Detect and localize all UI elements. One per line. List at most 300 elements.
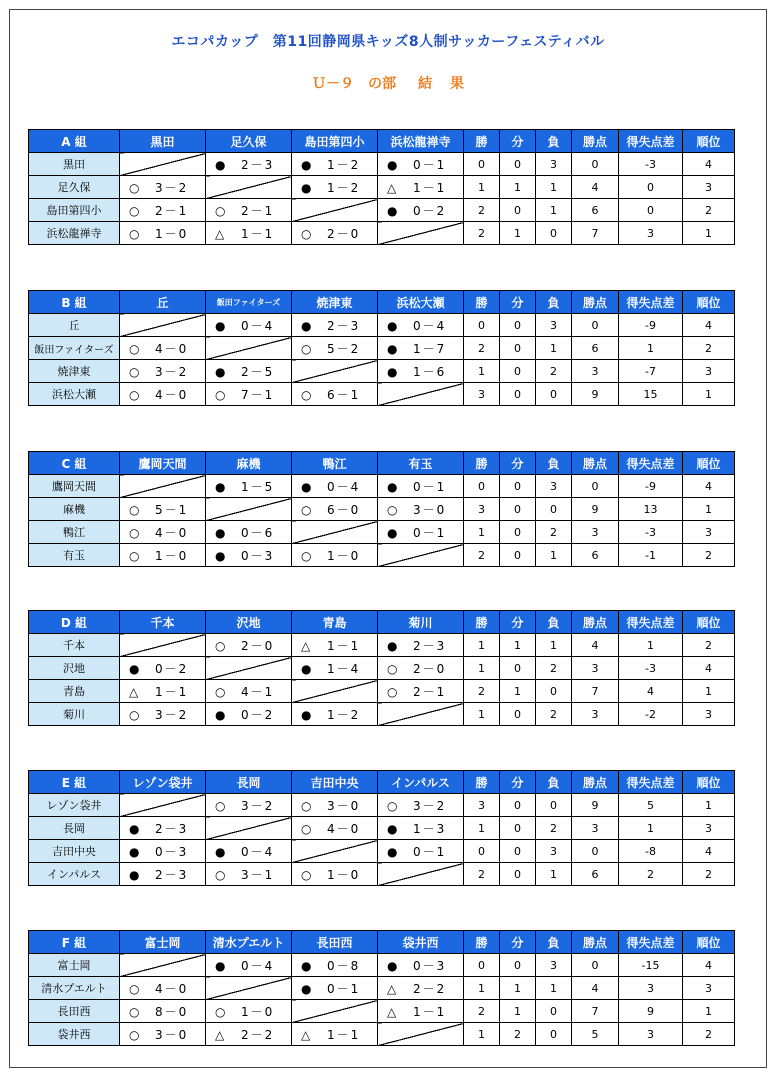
team-row xyxy=(29,817,735,840)
self-match-cell xyxy=(206,498,292,521)
team-row-label: 吉田中央 xyxy=(29,840,120,863)
team-column-header: 黒田 xyxy=(120,130,206,153)
team-row xyxy=(29,954,735,977)
stat-wins: 1 xyxy=(464,703,500,726)
stat-rank: 4 xyxy=(683,153,735,176)
stat-points: 9 xyxy=(572,498,619,521)
stat-goal-diff: -8 xyxy=(619,840,683,863)
subtitle-bu: の部 xyxy=(368,76,396,92)
stat-goal-diff: -1 xyxy=(619,544,683,567)
stats-column-header: 順位 xyxy=(683,130,735,153)
team-row-label: 青島 xyxy=(29,680,120,703)
team-row-label: レゾン袋井 xyxy=(29,794,120,817)
group-table xyxy=(28,770,735,886)
match-result-cell xyxy=(206,475,292,498)
self-match-cell xyxy=(292,199,378,222)
match-score: 0－4 xyxy=(241,844,275,859)
match-score: 0－8 xyxy=(327,958,361,973)
stat-draws: 0 xyxy=(500,498,536,521)
stat-wins: 2 xyxy=(464,199,500,222)
stat-losses: 2 xyxy=(536,817,572,840)
match-score: 1－3 xyxy=(413,821,447,836)
match-result-cell xyxy=(378,1000,464,1023)
result-mark: ○ xyxy=(301,387,312,402)
self-match-cell xyxy=(120,314,206,337)
result-mark: ○ xyxy=(129,707,140,722)
match-score: 3－2 xyxy=(155,707,189,722)
match-score: 2－1 xyxy=(155,203,189,218)
stat-losses: 1 xyxy=(536,863,572,886)
stat-rank: 3 xyxy=(683,521,735,544)
match-result-cell xyxy=(120,222,206,245)
stats-column-header: 得失点差 xyxy=(619,931,683,954)
self-match-cell xyxy=(378,863,464,886)
match-result-cell xyxy=(120,383,206,406)
stat-losses: 3 xyxy=(536,314,572,337)
stat-goal-diff: -9 xyxy=(619,475,683,498)
stat-draws: 0 xyxy=(500,314,536,337)
result-mark: △ xyxy=(215,226,225,241)
stat-draws: 0 xyxy=(500,360,536,383)
team-row-label: 焼津東 xyxy=(29,360,120,383)
stat-losses: 0 xyxy=(536,1000,572,1023)
stats-column-header: 分 xyxy=(500,931,536,954)
match-result-cell xyxy=(206,954,292,977)
stat-goal-diff: 9 xyxy=(619,1000,683,1023)
match-score: 0－1 xyxy=(413,157,447,172)
match-score: 8－0 xyxy=(155,1004,189,1019)
stat-rank: 2 xyxy=(683,337,735,360)
self-match-cell xyxy=(292,840,378,863)
result-mark: ○ xyxy=(129,364,140,379)
stat-draws: 0 xyxy=(500,863,536,886)
stat-rank: 4 xyxy=(683,954,735,977)
stat-draws: 0 xyxy=(500,703,536,726)
team-row-label: 富士岡 xyxy=(29,954,120,977)
stat-rank: 1 xyxy=(683,680,735,703)
stat-rank: 3 xyxy=(683,176,735,199)
group-header-row xyxy=(29,130,735,153)
result-mark: △ xyxy=(301,638,311,653)
match-score: 3－0 xyxy=(413,502,447,517)
stats-column-header: 分 xyxy=(500,452,536,475)
match-result-cell xyxy=(120,703,206,726)
stats-column-header: 勝 xyxy=(464,130,500,153)
match-score: 2－3 xyxy=(413,638,447,653)
stat-wins: 3 xyxy=(464,498,500,521)
match-score: 3－2 xyxy=(413,798,447,813)
match-score: 2－0 xyxy=(413,661,447,676)
match-score: 4－0 xyxy=(327,821,361,836)
match-result-cell xyxy=(120,521,206,544)
match-score: 0－2 xyxy=(241,707,275,722)
team-row xyxy=(29,383,735,406)
match-result-cell xyxy=(120,360,206,383)
stats-column-header: 勝点 xyxy=(572,611,619,634)
match-result-cell xyxy=(120,977,206,1000)
stats-column-header: 分 xyxy=(500,611,536,634)
match-result-cell xyxy=(206,153,292,176)
match-score: 2－5 xyxy=(241,364,275,379)
result-mark: ● xyxy=(301,661,312,676)
stat-goal-diff: 15 xyxy=(619,383,683,406)
result-mark: ● xyxy=(215,525,226,540)
stat-goal-diff: -15 xyxy=(619,954,683,977)
result-mark: ● xyxy=(129,844,140,859)
result-mark: ○ xyxy=(387,684,398,699)
match-result-cell xyxy=(292,475,378,498)
match-score: 1－2 xyxy=(327,157,361,172)
team-row xyxy=(29,222,735,245)
self-match-cell xyxy=(378,544,464,567)
stat-wins: 2 xyxy=(464,222,500,245)
match-result-cell xyxy=(120,1023,206,1046)
match-result-cell xyxy=(206,1000,292,1023)
team-row-label: 黒田 xyxy=(29,153,120,176)
stat-goal-diff: -3 xyxy=(619,657,683,680)
match-score: 0－1 xyxy=(413,844,447,859)
stat-points: 0 xyxy=(572,954,619,977)
self-match-cell xyxy=(292,521,378,544)
result-mark: ● xyxy=(387,318,398,333)
stats-column-header: 勝点 xyxy=(572,452,619,475)
match-score: 1－1 xyxy=(327,1027,361,1042)
match-score: 2－2 xyxy=(241,1027,275,1042)
stat-draws: 0 xyxy=(500,383,536,406)
stat-goal-diff: 3 xyxy=(619,977,683,1000)
stats-column-header: 勝 xyxy=(464,291,500,314)
match-score: 1－2 xyxy=(327,707,361,722)
stats-column-header: 分 xyxy=(500,771,536,794)
match-score: 0－3 xyxy=(155,844,189,859)
stat-goal-diff: 3 xyxy=(619,222,683,245)
match-score: 1－5 xyxy=(241,479,275,494)
match-result-cell xyxy=(378,817,464,840)
team-column-header: 鷹岡天間 xyxy=(120,452,206,475)
stat-points: 0 xyxy=(572,153,619,176)
match-result-cell xyxy=(120,544,206,567)
stat-wins: 0 xyxy=(464,153,500,176)
stats-column-header: 順位 xyxy=(683,291,735,314)
stat-rank: 1 xyxy=(683,1000,735,1023)
stat-wins: 2 xyxy=(464,680,500,703)
match-score: 6－0 xyxy=(327,502,361,517)
stat-goal-diff: -3 xyxy=(619,153,683,176)
self-match-cell xyxy=(378,383,464,406)
stat-losses: 1 xyxy=(536,199,572,222)
match-score: 0－2 xyxy=(413,203,447,218)
self-match-cell xyxy=(378,222,464,245)
match-result-cell xyxy=(292,314,378,337)
result-mark: ● xyxy=(129,867,140,882)
stat-points: 5 xyxy=(572,1023,619,1046)
stat-wins: 1 xyxy=(464,521,500,544)
subtitle-division: Ｕ－９ xyxy=(312,76,354,92)
stat-wins: 3 xyxy=(464,794,500,817)
match-score: 6－1 xyxy=(327,387,361,402)
stat-points: 3 xyxy=(572,817,619,840)
group-header-row xyxy=(29,931,735,954)
stats-column-header: 負 xyxy=(536,291,572,314)
match-score: 2－3 xyxy=(327,318,361,333)
stat-losses: 2 xyxy=(536,360,572,383)
stat-points: 3 xyxy=(572,360,619,383)
stat-rank: 1 xyxy=(683,794,735,817)
stat-losses: 0 xyxy=(536,1023,572,1046)
stats-column-header: 得失点差 xyxy=(619,771,683,794)
stat-goal-diff: 0 xyxy=(619,199,683,222)
team-row xyxy=(29,863,735,886)
stats-column-header: 順位 xyxy=(683,931,735,954)
result-mark: ● xyxy=(387,821,398,836)
team-column-header: 鴨江 xyxy=(292,452,378,475)
result-mark: ○ xyxy=(301,798,312,813)
match-result-cell xyxy=(292,544,378,567)
result-mark: ○ xyxy=(301,867,312,882)
result-mark: ● xyxy=(215,707,226,722)
match-result-cell xyxy=(120,840,206,863)
team-row xyxy=(29,544,735,567)
match-score: 2－0 xyxy=(327,226,361,241)
stat-points: 0 xyxy=(572,314,619,337)
group-table xyxy=(28,610,735,726)
match-score: 3－0 xyxy=(155,1027,189,1042)
stat-draws: 0 xyxy=(500,817,536,840)
stat-rank: 4 xyxy=(683,657,735,680)
stat-draws: 1 xyxy=(500,222,536,245)
stat-draws: 0 xyxy=(500,794,536,817)
team-row xyxy=(29,794,735,817)
result-mark: ○ xyxy=(129,548,140,563)
group-table xyxy=(28,930,735,1046)
result-mark: △ xyxy=(387,981,397,996)
stat-losses: 3 xyxy=(536,840,572,863)
stat-losses: 0 xyxy=(536,383,572,406)
team-row xyxy=(29,977,735,1000)
result-mark: ● xyxy=(301,958,312,973)
team-column-header: 長岡 xyxy=(206,771,292,794)
stat-draws: 1 xyxy=(500,977,536,1000)
group-header-row xyxy=(29,452,735,475)
match-score: 2－1 xyxy=(241,203,275,218)
stat-goal-diff: 1 xyxy=(619,337,683,360)
stat-goal-diff: -9 xyxy=(619,314,683,337)
stat-rank: 2 xyxy=(683,863,735,886)
team-column-header: 麻機 xyxy=(206,452,292,475)
stat-points: 3 xyxy=(572,521,619,544)
match-result-cell xyxy=(292,337,378,360)
match-result-cell xyxy=(206,521,292,544)
match-score: 2－3 xyxy=(241,157,275,172)
stats-column-header: 勝点 xyxy=(572,291,619,314)
result-mark: ● xyxy=(301,707,312,722)
team-row-label: 長岡 xyxy=(29,817,120,840)
stat-rank: 3 xyxy=(683,817,735,840)
result-mark: ○ xyxy=(129,502,140,517)
stat-losses: 0 xyxy=(536,498,572,521)
result-mark: ● xyxy=(387,525,398,540)
stat-draws: 0 xyxy=(500,153,536,176)
match-result-cell xyxy=(292,817,378,840)
result-mark: ● xyxy=(301,981,312,996)
match-result-cell xyxy=(206,680,292,703)
stats-column-header: 順位 xyxy=(683,452,735,475)
subtitle-ka: 果 xyxy=(450,76,464,92)
result-mark: ● xyxy=(215,364,226,379)
stat-points: 3 xyxy=(572,703,619,726)
group-table xyxy=(28,290,735,406)
stat-points: 6 xyxy=(572,544,619,567)
match-result-cell xyxy=(120,657,206,680)
stat-points: 4 xyxy=(572,634,619,657)
stats-column-header: 分 xyxy=(500,291,536,314)
self-match-cell xyxy=(292,680,378,703)
team-row-label: 足久保 xyxy=(29,176,120,199)
match-score: 0－1 xyxy=(327,981,361,996)
stats-column-header: 得失点差 xyxy=(619,611,683,634)
match-score: 2－3 xyxy=(155,821,189,836)
result-mark: ● xyxy=(301,479,312,494)
stat-points: 4 xyxy=(572,977,619,1000)
match-score: 1－1 xyxy=(155,684,189,699)
stats-column-header: 勝点 xyxy=(572,931,619,954)
match-score: 1－4 xyxy=(327,661,361,676)
result-mark: ● xyxy=(387,479,398,494)
result-mark: ○ xyxy=(301,341,312,356)
result-mark: ○ xyxy=(215,684,226,699)
team-row xyxy=(29,840,735,863)
subtitle-ketsu: 結 xyxy=(418,76,432,92)
result-mark: △ xyxy=(387,1004,397,1019)
self-match-cell xyxy=(206,337,292,360)
stat-rank: 1 xyxy=(683,383,735,406)
match-score: 0－4 xyxy=(241,958,275,973)
stat-goal-diff: 5 xyxy=(619,794,683,817)
team-row xyxy=(29,521,735,544)
stat-points: 3 xyxy=(572,657,619,680)
team-row-label: 清水プエルト xyxy=(29,977,120,1000)
stat-goal-diff: 1 xyxy=(619,817,683,840)
stat-goal-diff: 1 xyxy=(619,634,683,657)
match-score: 1－1 xyxy=(413,1004,447,1019)
match-score: 1－7 xyxy=(413,341,447,356)
stat-wins: 0 xyxy=(464,840,500,863)
match-score: 4－0 xyxy=(155,525,189,540)
match-result-cell xyxy=(378,199,464,222)
match-result-cell xyxy=(378,680,464,703)
match-result-cell xyxy=(292,176,378,199)
stat-wins: 3 xyxy=(464,383,500,406)
stat-points: 7 xyxy=(572,680,619,703)
match-result-cell xyxy=(378,794,464,817)
stat-draws: 0 xyxy=(500,199,536,222)
stats-column-header: 得失点差 xyxy=(619,130,683,153)
stat-wins: 0 xyxy=(464,475,500,498)
team-row-label: 麻機 xyxy=(29,498,120,521)
match-result-cell xyxy=(292,954,378,977)
stats-column-header: 順位 xyxy=(683,771,735,794)
match-result-cell xyxy=(120,863,206,886)
team-column-header: 丘 xyxy=(120,291,206,314)
match-result-cell xyxy=(206,634,292,657)
match-score: 1－0 xyxy=(155,548,189,563)
team-column-header: インパルス xyxy=(378,771,464,794)
stat-points: 9 xyxy=(572,383,619,406)
stat-rank: 3 xyxy=(683,977,735,1000)
stat-rank: 3 xyxy=(683,360,735,383)
result-mark: ○ xyxy=(129,981,140,996)
stat-points: 9 xyxy=(572,794,619,817)
self-match-cell xyxy=(120,794,206,817)
team-row-label: 飯田ファイターズ xyxy=(29,337,120,360)
match-result-cell xyxy=(378,360,464,383)
team-row xyxy=(29,153,735,176)
match-score: 2－0 xyxy=(241,638,275,653)
result-mark: ● xyxy=(129,821,140,836)
stat-goal-diff: -2 xyxy=(619,703,683,726)
match-result-cell xyxy=(378,176,464,199)
match-result-cell xyxy=(292,703,378,726)
team-row-label: 浜松大瀬 xyxy=(29,383,120,406)
stat-losses: 0 xyxy=(536,794,572,817)
self-match-cell xyxy=(120,634,206,657)
match-score: 0－1 xyxy=(413,525,447,540)
match-score: 0－4 xyxy=(327,479,361,494)
stat-losses: 3 xyxy=(536,954,572,977)
match-result-cell xyxy=(120,498,206,521)
match-score: 2－1 xyxy=(413,684,447,699)
team-column-header: 焼津東 xyxy=(292,291,378,314)
stat-wins: 1 xyxy=(464,1023,500,1046)
team-column-header: 浜松大瀬 xyxy=(378,291,464,314)
match-score: 3－0 xyxy=(327,798,361,813)
match-result-cell xyxy=(206,544,292,567)
team-row xyxy=(29,634,735,657)
match-result-cell xyxy=(120,680,206,703)
match-score: 4－0 xyxy=(155,341,189,356)
self-match-cell xyxy=(120,954,206,977)
match-result-cell xyxy=(378,475,464,498)
team-row xyxy=(29,475,735,498)
team-column-header: 飯田ファイターズ xyxy=(206,291,292,314)
match-result-cell xyxy=(206,314,292,337)
stat-rank: 4 xyxy=(683,475,735,498)
stat-rank: 1 xyxy=(683,222,735,245)
result-mark: ● xyxy=(387,364,398,379)
group-name: D 組 xyxy=(29,611,120,634)
stats-column-header: 勝点 xyxy=(572,771,619,794)
team-column-header: 千本 xyxy=(120,611,206,634)
stat-losses: 1 xyxy=(536,176,572,199)
stat-points: 0 xyxy=(572,475,619,498)
stats-column-header: 負 xyxy=(536,130,572,153)
stat-wins: 1 xyxy=(464,977,500,1000)
match-result-cell xyxy=(206,863,292,886)
match-score: 1－0 xyxy=(327,867,361,882)
team-column-header: 有玉 xyxy=(378,452,464,475)
stat-points: 6 xyxy=(572,863,619,886)
stat-losses: 1 xyxy=(536,634,572,657)
match-result-cell xyxy=(378,498,464,521)
match-result-cell xyxy=(120,337,206,360)
group-table xyxy=(28,129,735,245)
stat-points: 7 xyxy=(572,1000,619,1023)
stat-losses: 1 xyxy=(536,977,572,1000)
group-header-row xyxy=(29,611,735,634)
team-row xyxy=(29,176,735,199)
stat-losses: 0 xyxy=(536,680,572,703)
match-score: 1－0 xyxy=(241,1004,275,1019)
